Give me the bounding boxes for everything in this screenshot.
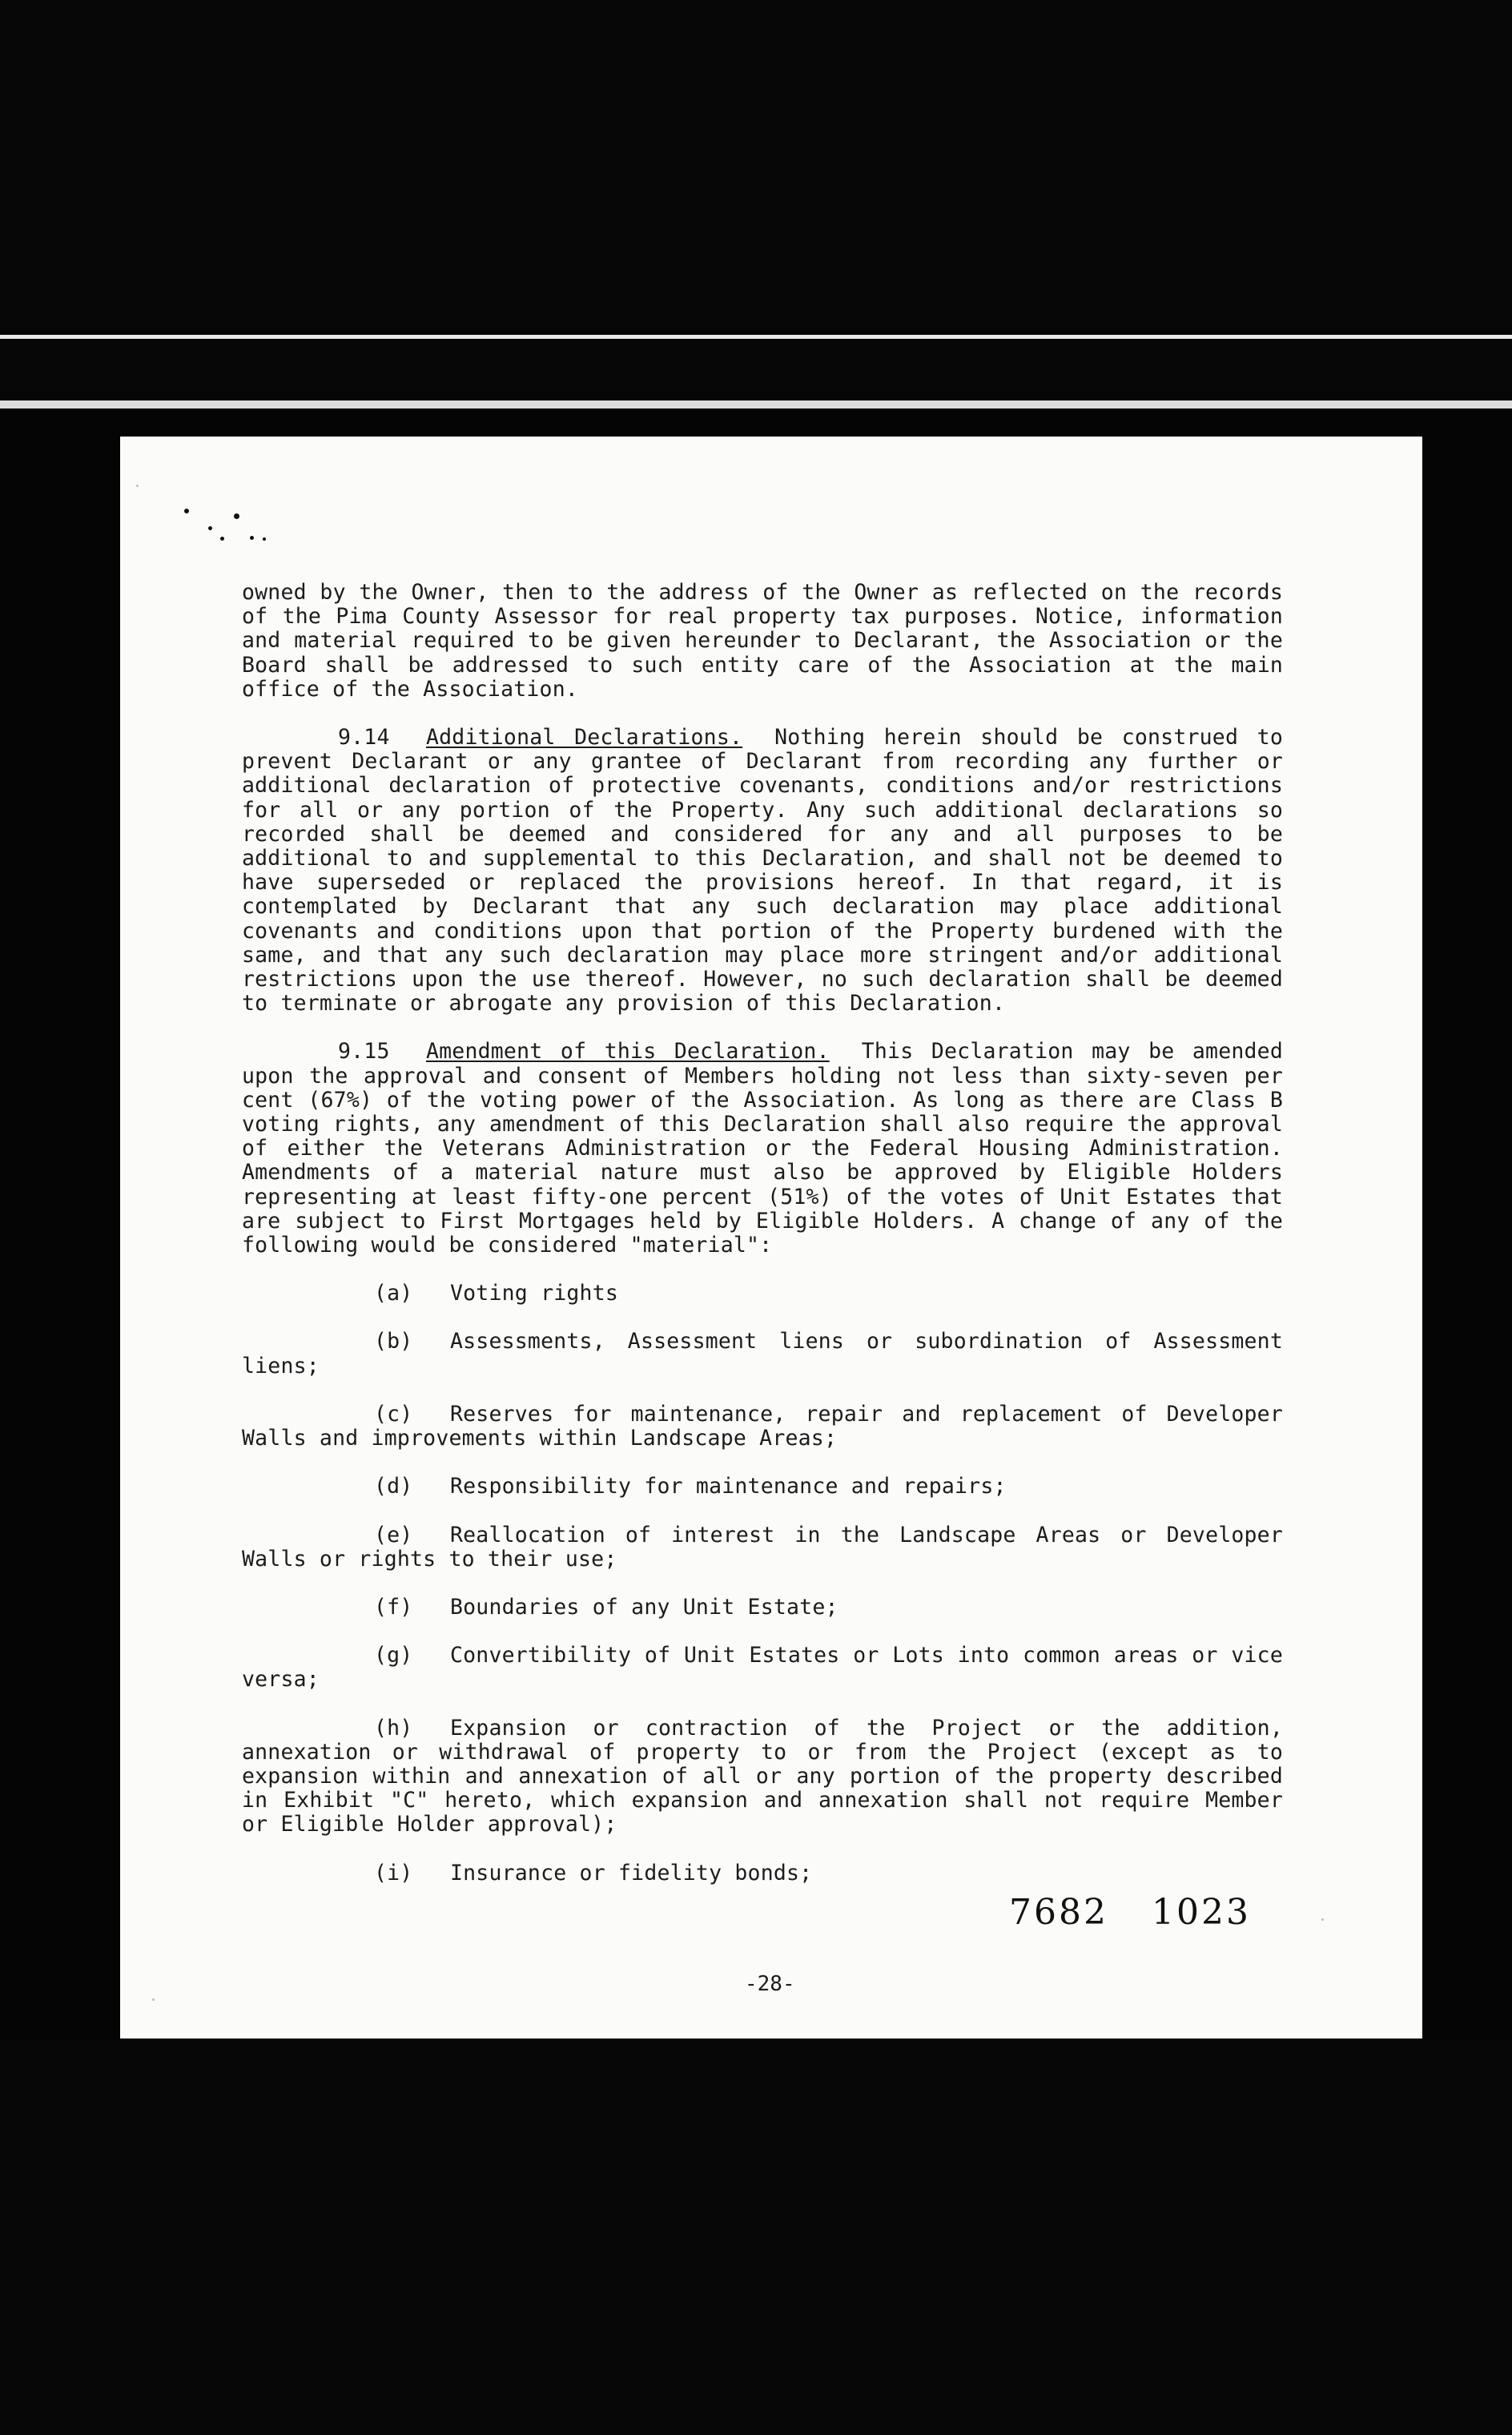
item-label: (g)	[374, 1643, 413, 1668]
scan-speck	[184, 509, 189, 513]
list-item	[242, 1330, 1283, 1378]
item-label: (f)	[374, 1594, 413, 1620]
scan-speck	[220, 537, 224, 541]
item-text: Convertibility of Unit Estates or Lots into common areas or vice versa;	[242, 1643, 1283, 1692]
section-body: Nothing herein should be construed to prevent Declarant or any grantee of Declarant from recording any further or additional declaration of protective covenants, conditions and/or restrictions for all or any portion of the Property. Any such additional declarations so recorded shall be deemed and considered for any and all purposes to be additional to and supplemental to this Declaration, and shall not be deemed to have superseded or replaced the provisions hereof. In that regard, it is contemplated by Declarant that any such declaration may place additional covenants and conditions upon that portion of the Property burdened with the same, and that any such declaration may place more stringent and/or additional restrictions upon the use thereof. However, no such declaration shall be deemed to terminate or abrogate any provision of this Declaration.	[242, 725, 1283, 1016]
recording-stamp	[1009, 1892, 1251, 1933]
section-9-14	[242, 726, 1283, 1016]
section-body: This Declaration may be amended upon the approval and consent of Members holding not less than sixty-seven per cent (67%) of the voting power of the Association. As long as there are Class B voting rights, any amendment of this Declaration shall also require the approval of either the Veterans Administration or the Federal Housing Administration. Amendments of a material nature must also be approved by Eligible Holders representing at least fifty-one percent (51%) of the votes of Unit Estates that are subject to First Mortgages held by Eligible Holders. A change of any of the following would be considered "material":	[242, 1039, 1283, 1258]
scan-noise	[1321, 1918, 1324, 1921]
scan-background-bottom	[0, 2039, 1512, 2435]
recording-book-number: 7682	[1009, 1892, 1108, 1933]
item-text: Reserves for maintenance, repair and replacement of Developer Walls and improvements within Landscape Areas;	[242, 1401, 1283, 1451]
list-item	[242, 1644, 1283, 1692]
item-label: (a)	[374, 1281, 413, 1306]
section-heading: Amendment of this Declaration.	[426, 1039, 830, 1065]
scan-rule-line	[0, 335, 1512, 339]
section-number: 9.15	[338, 1039, 390, 1065]
section-number: 9.14	[338, 725, 390, 751]
scan-background-top	[0, 0, 1512, 409]
item-text: Insurance or fidelity bonds;	[450, 1860, 813, 1886]
item-label: (h)	[374, 1715, 413, 1741]
item-text: Expansion or contraction of the Project or the addition, annexation or withdrawal of property to or from the Project (except as to expansion within and annexation of all or any portion of the property described in Exhibit "C" hereto, which expansion and annexation shall not require Member or Eligible Holder approval);	[242, 1715, 1283, 1837]
list-item	[242, 1717, 1283, 1837]
scan-speck	[208, 526, 212, 530]
item-text: Responsibility for maintenance and repairs;	[450, 1474, 1007, 1499]
list-item	[242, 1861, 1283, 1886]
scan-speck	[263, 537, 266, 541]
item-text: Boundaries of any Unit Estate;	[450, 1594, 838, 1620]
item-label: (d)	[374, 1474, 413, 1499]
list-item	[242, 1596, 1283, 1620]
list-item	[242, 1475, 1283, 1499]
scan-speck	[250, 536, 254, 540]
recording-page-number: 1023	[1151, 1892, 1251, 1933]
scan-speck	[234, 513, 239, 519]
document-page	[120, 437, 1422, 2039]
document-body	[242, 581, 1283, 1910]
list-item	[242, 1523, 1283, 1572]
item-text: Assessments, Assessment liens or subordination of Assessment liens;	[242, 1329, 1283, 1378]
page-number: -28-	[745, 1972, 795, 1996]
section-heading: Additional Declarations.	[426, 725, 743, 751]
item-text: Voting rights	[450, 1281, 619, 1306]
item-label: (i)	[374, 1860, 413, 1886]
section-9-15	[242, 1040, 1283, 1258]
item-label: (e)	[374, 1522, 413, 1548]
item-label: (c)	[374, 1401, 413, 1427]
scan-rule-line	[0, 400, 1512, 409]
list-item	[242, 1282, 1283, 1306]
item-label: (b)	[374, 1329, 413, 1354]
continuation-paragraph: owned by the Owner, then to the address of the Owner as reflected on the records of the Pima County Assessor for real property tax purposes. Notice, information and material required to be given hereunder to Declarant, the Association or the Board shall be addressed to such entity care of the Association at the main office of the Association.	[242, 580, 1283, 702]
list-item	[242, 1403, 1283, 1451]
scan-noise	[152, 1998, 155, 2001]
scan-noise	[136, 485, 139, 487]
item-text: Reallocation of interest in the Landscape Areas or Developer Walls or rights to their use;	[242, 1522, 1283, 1572]
